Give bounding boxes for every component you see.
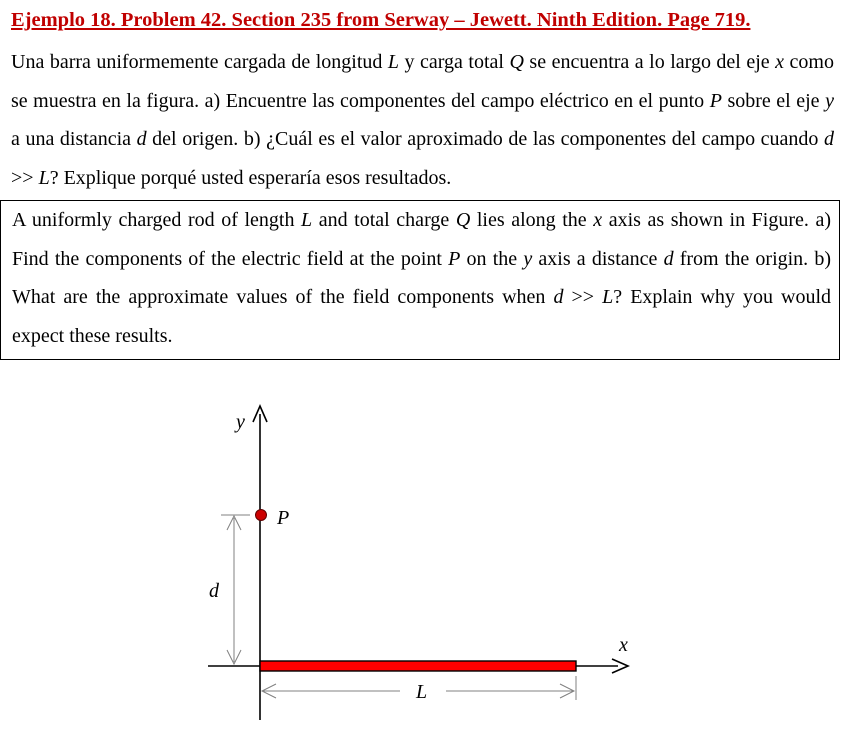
english-problem-text: A uniformly charged rod of length L and total charge Q lies along the x axis as shown in Figure. a) Find the components of the electric field at the point P on the y axis a distance d from the origin. b) What are the approximate values of the field components when d >> L? Explain why you would expect these results. bbox=[12, 209, 832, 347]
spanish-problem-text: Una barra uniformemente cargada de longitud L y carga total Q se encuentra a lo largo del eje x como se muestra en la figura. a) Encuentre las componentes del campo eléctrico en el punto P sobre el eje y a una distancia d del origen. b) ¿Cuál es el valor aproximado de las componentes del campo cuando d >> L? Explique porqué usted esperaría esos resultados. bbox=[11, 51, 835, 189]
page-title: Ejemplo 18. Problem 42. Section 235 from Serway – Jewett. Ninth Edition. Page 719. bbox=[11, 9, 751, 31]
x-axis-label: x bbox=[619, 634, 628, 656]
charged-rod bbox=[260, 661, 576, 671]
y-axis-label: y bbox=[236, 411, 245, 433]
point-p-label: P bbox=[277, 507, 290, 529]
distance-d-label: d bbox=[209, 580, 219, 602]
point-p-marker bbox=[256, 510, 267, 521]
length-l-label: L bbox=[416, 681, 428, 703]
